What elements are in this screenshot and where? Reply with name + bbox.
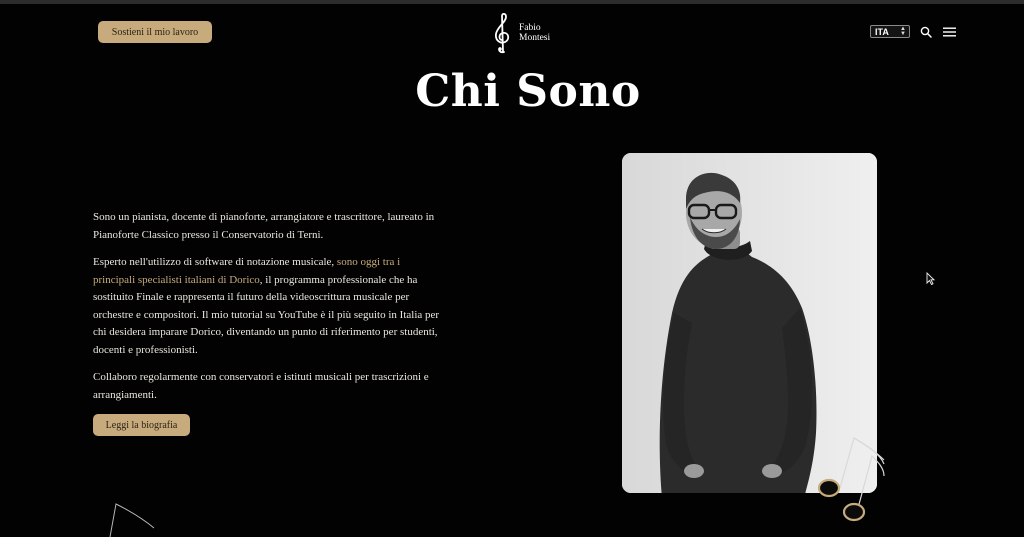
read-biography-button[interactable]: Leggi la biografia [93, 414, 190, 436]
logo-last-name: Montesi [519, 33, 551, 43]
bio-paragraph-2-end: , il programma professionale che ha sostituito Finale e rappresenta il futuro della videoscrittura musicale per orchestre e compositori. Il mio tutorial su YouTube è il più seguito in Italia per chi desidera imparare Dorico, diventando un punto di riferimento per studenti, docenti e professionisti. [93, 273, 440, 356]
support-button[interactable]: Sostieni il mio lavoro [98, 21, 212, 43]
menu-icon[interactable] [943, 27, 956, 37]
page-title: Chi Sono [415, 66, 641, 117]
music-note-icon [812, 428, 892, 528]
dorico-specialist-link[interactable]: sono oggi tra i principali specialisti italiani di Dorico [93, 256, 401, 286]
bio-paragraph-1: Sono un pianista, docente di pianoforte, arrangiatore e trascrittore, laureato in Pianoforte Classico presso il Conservatorio di Terni. [93, 211, 435, 241]
language-select[interactable] [870, 25, 910, 38]
bio-paragraph-2-start: Esperto nell'utilizzo di software di notazione musicale, [93, 256, 337, 268]
language-value: ITA [875, 26, 889, 37]
staff-line-decoration [108, 500, 168, 537]
site-logo[interactable] [489, 12, 561, 54]
window-top-border [0, 0, 1024, 4]
logo-first-name: Fabio [519, 23, 541, 33]
bio-text [93, 209, 443, 414]
mouse-cursor-icon [926, 272, 935, 285]
select-arrows-icon: ▲ ▼ [900, 26, 906, 37]
search-icon[interactable] [920, 26, 932, 38]
treble-clef-logo-icon [489, 12, 517, 54]
bio-paragraph-3: Collaboro regolarmente con conservatori e istituti musicali per trascrizioni e arrangiamenti. [93, 371, 429, 401]
bio-paragraph-2 [93, 254, 443, 359]
logo-text [519, 23, 550, 43]
